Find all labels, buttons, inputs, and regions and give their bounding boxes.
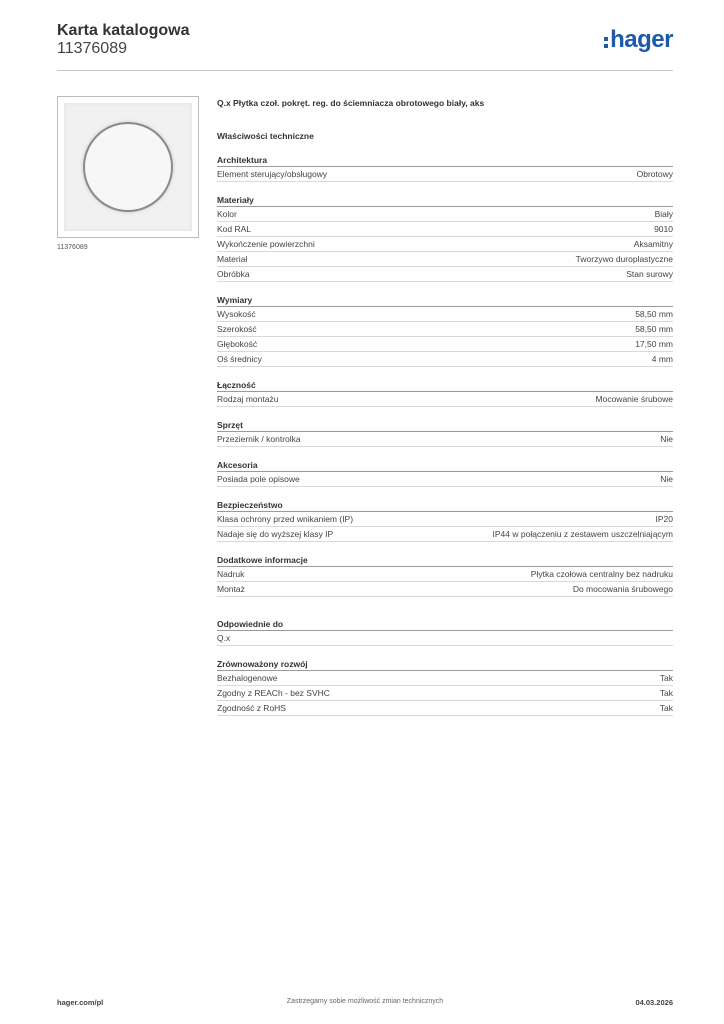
spec-value: Biały: [654, 209, 673, 219]
spec-value: Płytka czołowa centralny bez nadruku: [530, 569, 673, 579]
spec-group-title: Akcesoria: [217, 460, 673, 472]
spec-group: [217, 380, 673, 407]
spec-value: Tak: [659, 703, 673, 713]
image-caption: 11376089: [57, 244, 88, 251]
spec-label: Zgodność z RoHS: [217, 703, 286, 713]
page-footer: [57, 994, 673, 1014]
spec-groups: [217, 155, 673, 716]
spec-row: [217, 322, 673, 337]
spec-group: [217, 500, 673, 542]
spec-group-title: Łączność: [217, 380, 673, 392]
spec-label: Wysokość: [217, 309, 256, 319]
spec-row: [217, 671, 673, 686]
spec-row: [217, 237, 673, 252]
footer-website: hager.com/pl: [57, 998, 104, 1007]
spec-value: 58,50 mm: [635, 309, 673, 319]
spec-group-title: Materiały: [217, 195, 673, 207]
spec-row: [217, 567, 673, 582]
spec-value: Tak: [659, 688, 673, 698]
product-name: Q.x Płytka czoł. pokręt. reg. do ściemniacza obrotowego biały, aks: [217, 98, 485, 108]
spec-label: Element sterujący/obsługowy: [217, 169, 328, 179]
spec-label: Zgodny z REACh - bez SVHC: [217, 688, 330, 698]
page-header: [57, 20, 673, 71]
spec-row: [217, 337, 673, 352]
spec-label: Nadaje się do wyższej klasy IP: [217, 529, 334, 539]
spec-label: Montaż: [217, 584, 245, 594]
spec-group: [217, 295, 673, 367]
spec-row: [217, 267, 673, 282]
spec-group: [217, 659, 673, 716]
spec-row: [217, 686, 673, 701]
spec-row: [217, 392, 673, 407]
spec-value: 4 mm: [651, 354, 673, 364]
spec-label: Przeziernik / kontrolka: [217, 434, 301, 444]
spec-label: Kod RAL: [217, 224, 252, 234]
spec-row: [217, 701, 673, 716]
spec-value: Do mocowania śrubowego: [572, 584, 673, 594]
spec-group-title: Odpowiednie do: [217, 619, 673, 631]
spec-row: [217, 512, 673, 527]
spec-value: Stan surowy: [626, 269, 673, 279]
spec-value: IP44 w połączeniu z zestawem uszczelniającym: [492, 529, 673, 539]
document-number: 11376089: [57, 40, 127, 57]
footer-disclaimer: Zastrzegamy sobie możliwość zmian technicznych: [286, 998, 444, 1005]
spec-label: Bezhalogenowe: [217, 673, 278, 683]
spec-row: [217, 582, 673, 597]
rotary-knob: [83, 122, 173, 212]
spec-value: Aksamitny: [633, 239, 673, 249]
cover-plate: [64, 103, 192, 231]
spec-value: 17,50 mm: [635, 339, 673, 349]
document-title: Karta katalogowa: [57, 22, 190, 39]
spec-group: [217, 619, 673, 646]
spec-content: [217, 96, 673, 716]
spec-label: Głębokość: [217, 339, 258, 349]
spec-label: Kolor: [217, 209, 237, 219]
spec-value: Nie: [660, 434, 673, 444]
spec-group-title: Dodatkowe informacje: [217, 555, 673, 567]
spec-value: Tak: [659, 673, 673, 683]
spec-row: [217, 222, 673, 237]
spec-row: [217, 527, 673, 542]
spec-label: Klasa ochrony przed wnikaniem (IP): [217, 514, 354, 524]
spec-group-title: Zrównoważony rozwój: [217, 659, 673, 671]
spec-group: [217, 155, 673, 182]
spec-row: [217, 307, 673, 322]
spec-group: [217, 555, 673, 597]
spec-group: [217, 460, 673, 487]
spec-row: [217, 167, 673, 182]
spec-label: Q.x: [217, 633, 231, 643]
spec-row: [217, 432, 673, 447]
spec-group-title: Wymiary: [217, 295, 673, 307]
logo-text: hager: [610, 26, 673, 53]
hager-logo: [604, 26, 673, 54]
spec-value: Tworzywo duroplastyczne: [575, 254, 673, 264]
spec-group: [217, 420, 673, 447]
spec-label: Szerokość: [217, 324, 257, 334]
spec-label: Oś średnicy: [217, 354, 262, 364]
spec-value: 58,50 mm: [635, 324, 673, 334]
spec-label: Obróbka: [217, 269, 250, 279]
spec-row: [217, 207, 673, 222]
spec-label: Posiada pole opisowe: [217, 474, 300, 484]
spec-group-title: Sprzęt: [217, 420, 673, 432]
spec-group-title: Architektura: [217, 155, 673, 167]
spec-group-title: Bezpieczeństwo: [217, 500, 673, 512]
spec-label: Wykończenie powierzchni: [217, 239, 315, 249]
spec-label: Rodzaj montażu: [217, 394, 279, 404]
section-heading: Właściwości techniczne: [217, 131, 314, 141]
spec-group: [217, 195, 673, 282]
spec-value: IP20: [655, 514, 673, 524]
spec-row: [217, 472, 673, 487]
spec-row: [217, 252, 673, 267]
footer-date: 04.03.2026: [635, 998, 673, 1007]
spec-value: Nie: [660, 474, 673, 484]
spec-row: [217, 631, 673, 646]
spec-value: 9010: [654, 224, 673, 234]
spec-value: Obrotowy: [636, 169, 673, 179]
product-image: [57, 96, 199, 238]
spec-label: Nadruk: [217, 569, 245, 579]
logo-dots-icon: [604, 37, 608, 48]
spec-value: Mocowanie śrubowe: [595, 394, 673, 404]
spec-row: [217, 352, 673, 367]
spec-label: Materiał: [217, 254, 248, 264]
